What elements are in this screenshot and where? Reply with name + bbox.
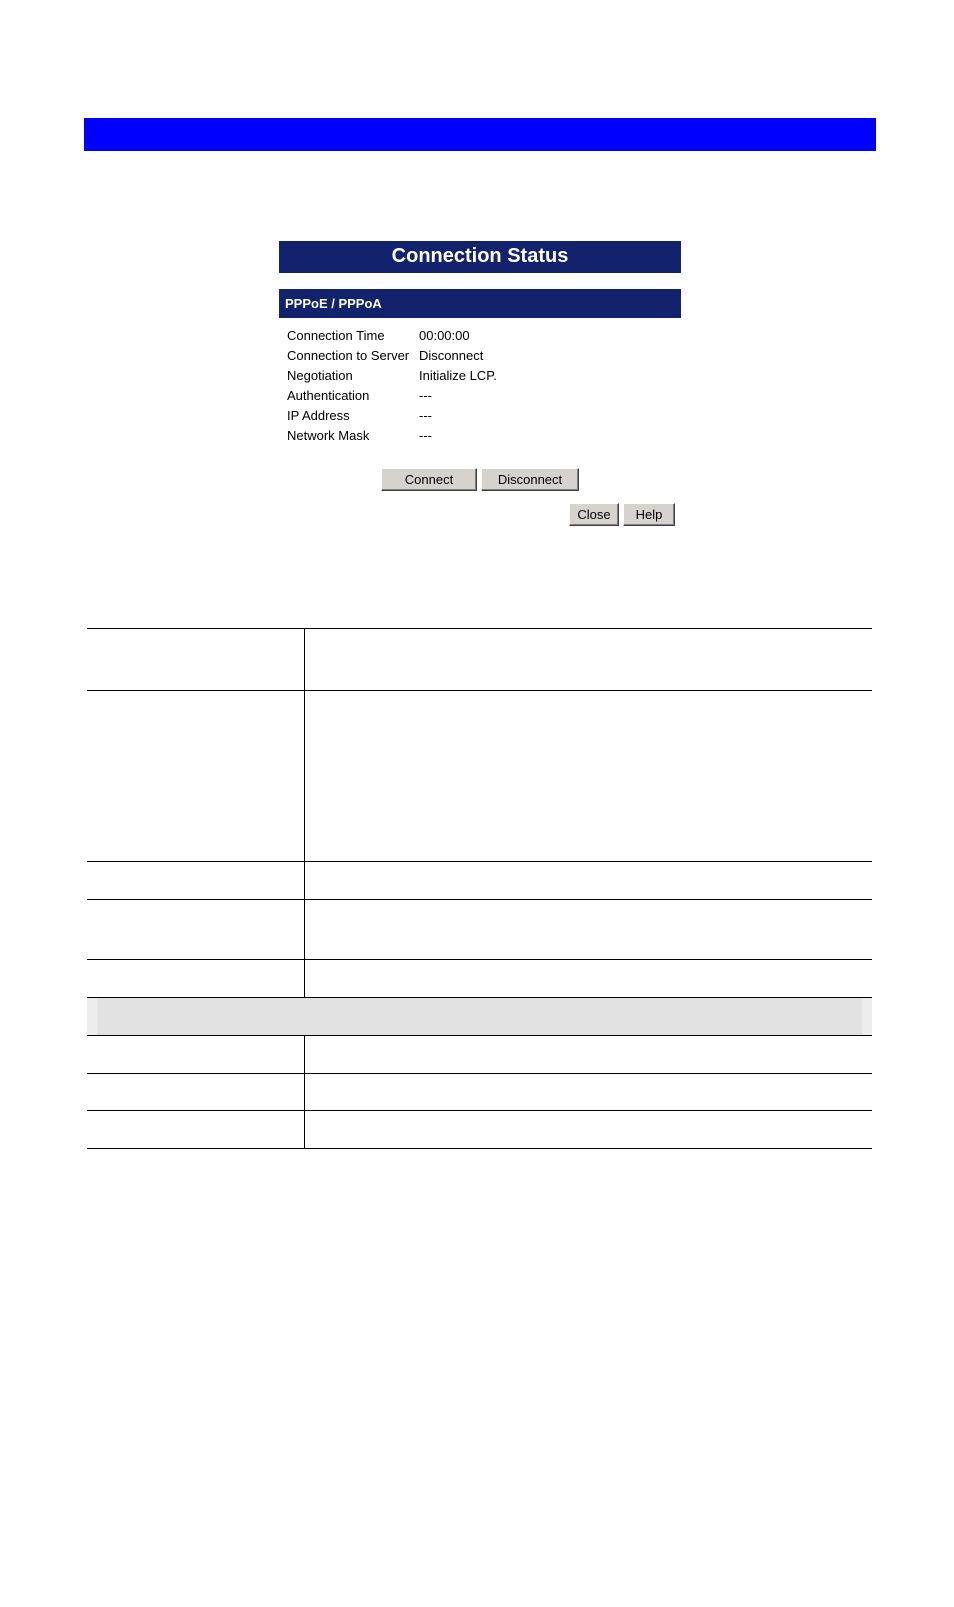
table-cell-label (87, 900, 305, 959)
close-button[interactable]: Close (569, 503, 619, 526)
table-cell-label (87, 1036, 305, 1073)
status-value: --- (419, 408, 432, 423)
table-section-row (87, 998, 872, 1036)
table-row (87, 862, 872, 900)
table-row (87, 1111, 872, 1149)
status-value: 00:00:00 (419, 328, 470, 343)
connection-status-panel (279, 241, 681, 526)
data-table (87, 628, 872, 1149)
panel-title: Connection Status (279, 241, 681, 273)
status-value: --- (419, 388, 432, 403)
table-row (87, 1074, 872, 1111)
status-value: Disconnect (419, 348, 484, 363)
table-cell-label (87, 960, 305, 997)
table-row (87, 1036, 872, 1074)
section-header: PPPoE / PPPoA (279, 289, 681, 318)
status-label: Network Mask (287, 428, 370, 443)
status-row-network-mask (287, 426, 681, 446)
table-cell-label (87, 629, 305, 690)
table-cell-label (87, 1074, 305, 1110)
disconnect-button[interactable]: Disconnect (481, 468, 579, 491)
status-value: Initialize LCP. (419, 368, 497, 383)
status-label: IP Address (287, 408, 350, 423)
table-cell-description (305, 862, 872, 899)
status-row-negotiation (287, 366, 681, 386)
table-row (87, 900, 872, 960)
table-row (87, 629, 872, 691)
status-row-ip-address (287, 406, 681, 426)
table-cell-label (87, 691, 305, 861)
status-label: Authentication (287, 388, 370, 403)
status-value: --- (419, 428, 432, 443)
status-row-authentication (287, 386, 681, 406)
status-row-connection-time (287, 326, 681, 346)
table-cell-label (87, 1111, 305, 1148)
table-cell-description (305, 1074, 872, 1110)
status-label: Negotiation (287, 368, 353, 383)
connect-button[interactable]: Connect (381, 468, 477, 491)
table-cell-description (305, 1036, 872, 1073)
table-row (87, 691, 872, 862)
table-cell-description (305, 629, 872, 690)
connection-buttons (279, 468, 681, 491)
help-button[interactable]: Help (623, 503, 675, 526)
status-label: Connection to Server (287, 348, 410, 363)
status-label: Connection Time (287, 328, 385, 343)
top-title-bar (84, 118, 876, 151)
table-row (87, 960, 872, 998)
dialog-buttons (279, 503, 681, 526)
table-cell-description (305, 691, 872, 861)
table-cell-description (305, 1111, 872, 1148)
table-cell-description (305, 900, 872, 959)
status-row-connection-to-server (287, 346, 681, 366)
status-list (279, 326, 681, 446)
table-cell-label (87, 862, 305, 899)
table-cell-description (305, 960, 872, 997)
